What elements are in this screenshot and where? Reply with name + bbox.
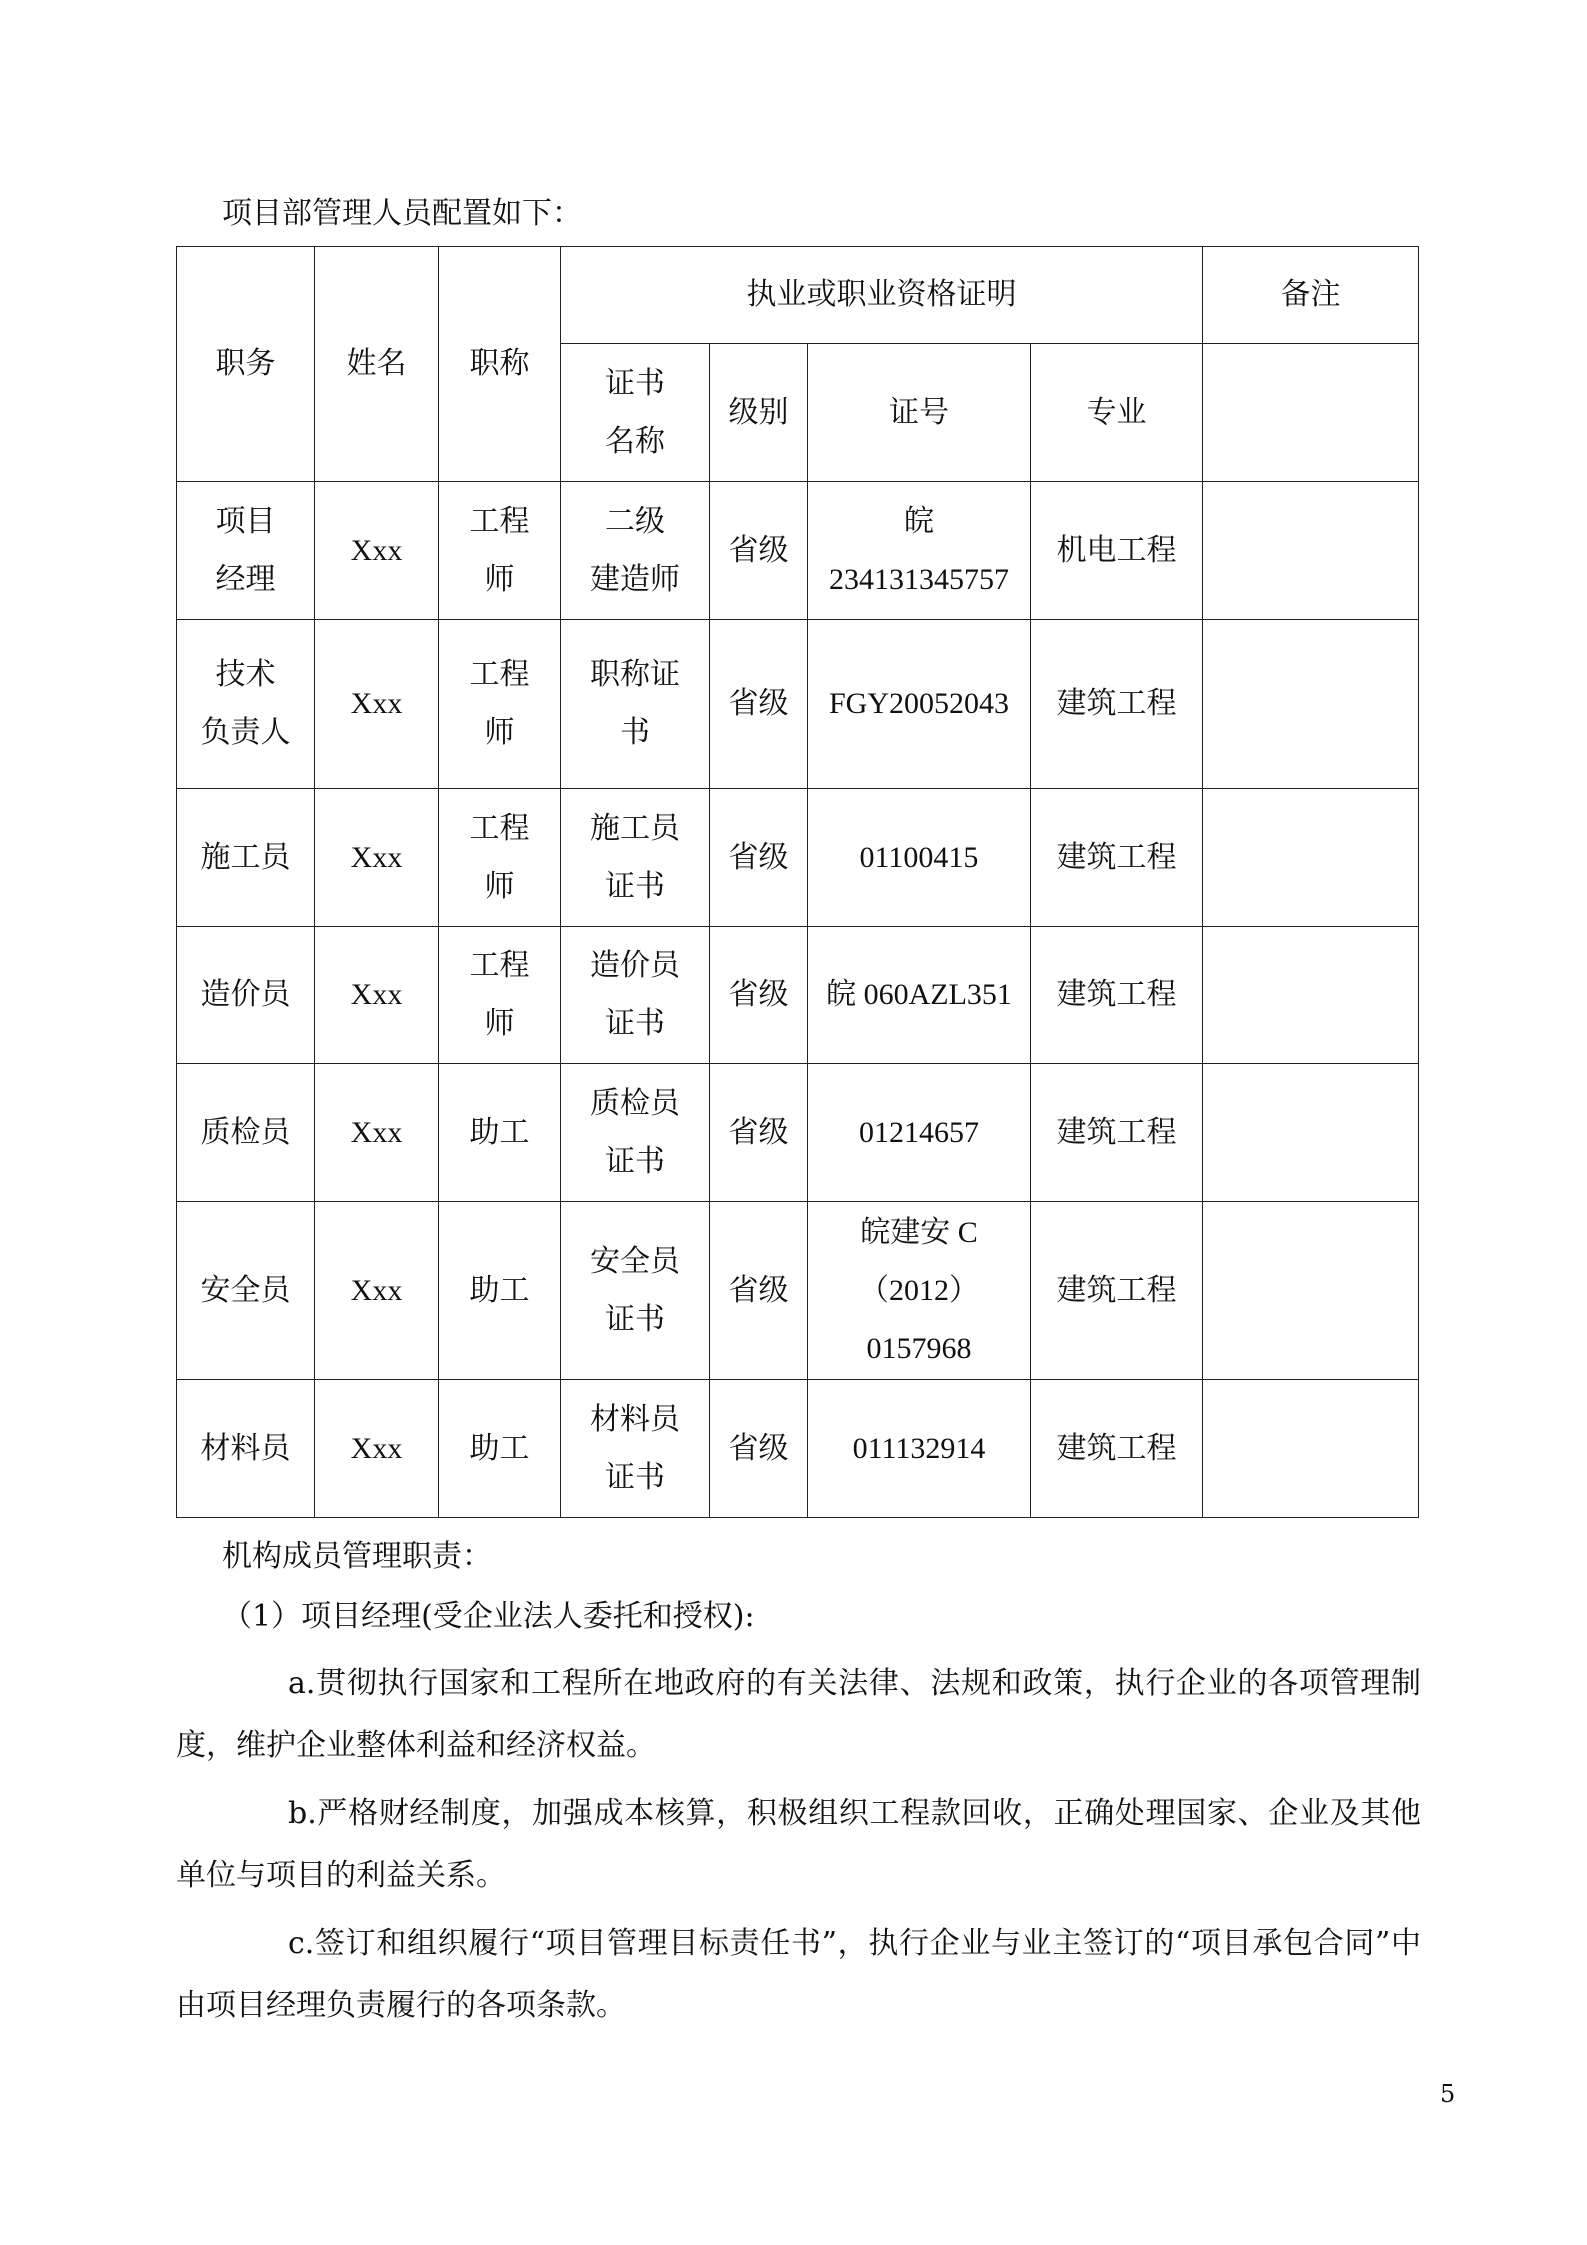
cell-name: Xxx [315,1202,439,1380]
cell-major: 机电工程 [1031,482,1203,620]
cell-cert-no: 皖 060AZL351 [808,927,1031,1064]
cell-name: Xxx [315,482,439,620]
cell-cert [561,789,710,927]
header-cert-no: 证号 [808,344,1031,482]
cell-cert-l2: 建造师 [590,561,680,597]
duty-paragraph-a: a.贯彻执行国家和工程所在地政府的有关法律、法规和政策，执行企业的各项管理制度，维护企业整体利益和经济权益。 [176,1666,1421,1763]
header-row-1 [177,247,1419,344]
cell-cert [561,1202,710,1380]
cell-level: 省级 [710,620,808,789]
cell-cert-l1: 材料员 [590,1401,680,1437]
cell-major: 建筑工程 [1031,927,1203,1064]
header-title: 职称 [439,247,561,482]
cell-level: 省级 [710,927,808,1064]
cell-name: Xxx [315,927,439,1064]
cell-cert-l1: 质检员 [590,1085,680,1121]
cell-role-l2: 经理 [215,561,276,597]
page-number: 5 [1440,2080,1456,2108]
cell-name: Xxx [315,789,439,927]
cell-remarks [1203,789,1419,927]
cell-title [439,789,561,927]
cell-cert-l1: 职称证 [590,657,680,692]
header-role: 职务 [177,247,315,482]
header-remarks: 备注 [1203,247,1419,344]
duties-subheading: （1）项目经理(受企业法人委托和授权): [222,1599,755,1634]
cell-cert-l1: 施工员 [590,810,680,846]
cell-role: 质检员 [177,1064,315,1202]
cell-cert-l2: 证书 [605,868,665,904]
cell-major: 建筑工程 [1031,1064,1203,1202]
cell-cert-l2: 证书 [605,1143,665,1179]
cell-title-l2: 师 [484,1006,515,1041]
cell-cert-l1: 二级 [605,503,665,539]
duties-heading: 机构成员管理职责： [222,1539,492,1574]
cell-cert-l2: 证书 [605,1459,665,1495]
cell-remarks [1203,927,1419,1064]
cell-name: Xxx [315,620,439,789]
cell-cert-no: 01100415 [808,789,1031,927]
cell-title-l1: 工程 [469,657,530,692]
cell-title: 助工 [439,1380,561,1518]
cell-name: Xxx [315,1064,439,1202]
cell-cert-no-l2: （2012） [859,1273,979,1307]
cell-remarks [1203,1202,1419,1380]
cell-cert-l2: 书 [620,715,650,750]
cell-role: 安全员 [177,1202,315,1380]
cell-cert [561,927,710,1064]
intro-line: 项目部管理人员配置如下： [222,196,582,231]
table-row [177,1380,1419,1518]
cell-cert [561,1064,710,1202]
cell-title-l2: 师 [484,868,515,904]
cell-role [177,482,315,620]
cell-title: 助工 [439,1202,561,1380]
cell-level: 省级 [710,1380,808,1518]
cell-title-l1: 工程 [469,948,530,983]
header-remarks-blank [1203,344,1419,482]
cell-cert-l1: 安全员 [590,1243,680,1279]
cell-major: 建筑工程 [1031,1380,1203,1518]
header-cert-name [561,344,710,482]
cell-title [439,482,561,620]
header-name: 姓名 [315,247,439,482]
cell-level: 省级 [710,1202,808,1380]
cell-role-l1: 技术 [215,657,276,692]
table-row [177,1202,1419,1380]
cell-title [439,620,561,789]
cell-role [177,620,315,789]
cell-cert-no-l1: 皖建安 C [860,1215,978,1249]
duty-paragraph-b: b.严格财经制度，加强成本核算，积极组织工程款回收，正确处理国家、企业及其他单位与项目的利益关系。 [176,1796,1421,1893]
cell-cert-no: FGY20052043 [808,620,1031,789]
duties-section [176,1527,1421,2037]
cell-cert [561,1380,710,1518]
cell-cert-l1: 造价员 [590,948,680,983]
table-row [177,1064,1419,1202]
cell-role: 施工员 [177,789,315,927]
cell-cert [561,482,710,620]
cell-role-l1: 项目 [215,503,276,539]
table-row [177,620,1419,789]
cell-cert-no [808,1202,1031,1380]
cell-remarks [1203,620,1419,789]
cell-level: 省级 [710,482,808,620]
header-major: 专业 [1031,344,1203,482]
cell-title-l1: 工程 [469,503,530,539]
cell-name: Xxx [315,1380,439,1518]
table-row [177,927,1419,1064]
cell-cert-no-l2: 234131345757 [829,562,1009,596]
header-level: 级别 [710,344,808,482]
cell-role: 造价员 [177,927,315,1064]
cell-major: 建筑工程 [1031,789,1203,927]
header-cert-name-l2: 名称 [605,423,665,459]
cell-cert-no: 011132914 [808,1380,1031,1518]
cell-title-l2: 师 [484,561,515,597]
table-row [177,482,1419,620]
cell-cert-l2: 证书 [605,1006,665,1041]
cell-cert-l2: 证书 [605,1301,665,1337]
cell-remarks [1203,1064,1419,1202]
cell-cert-no-l1: 皖 [904,504,934,538]
cell-cert-no-l3: 0157968 [866,1331,972,1365]
cell-level: 省级 [710,1064,808,1202]
cell-title: 助工 [439,1064,561,1202]
cell-cert-no: 01214657 [808,1064,1031,1202]
header-cert-name-l1: 证书 [605,365,665,401]
cell-remarks [1203,1380,1419,1518]
cell-major: 建筑工程 [1031,1202,1203,1380]
staff-table [176,246,1419,1518]
cell-level: 省级 [710,789,808,927]
table-row [177,789,1419,927]
cell-title-l2: 师 [484,715,515,750]
cell-title-l1: 工程 [469,810,530,846]
cell-cert-no [808,482,1031,620]
cell-remarks [1203,482,1419,620]
cell-major: 建筑工程 [1031,620,1203,789]
duty-paragraph-c: c.签订和组织履行“项目管理目标责任书”，执行企业与业主签订的“项目承包合同”中由项目经理负责履行的各项条款。 [176,1926,1421,2023]
header-qualification-group: 执业或职业资格证明 [561,247,1203,344]
cell-role: 材料员 [177,1380,315,1518]
cell-cert [561,620,710,789]
cell-title [439,927,561,1064]
cell-role-l2: 负责人 [200,715,291,750]
